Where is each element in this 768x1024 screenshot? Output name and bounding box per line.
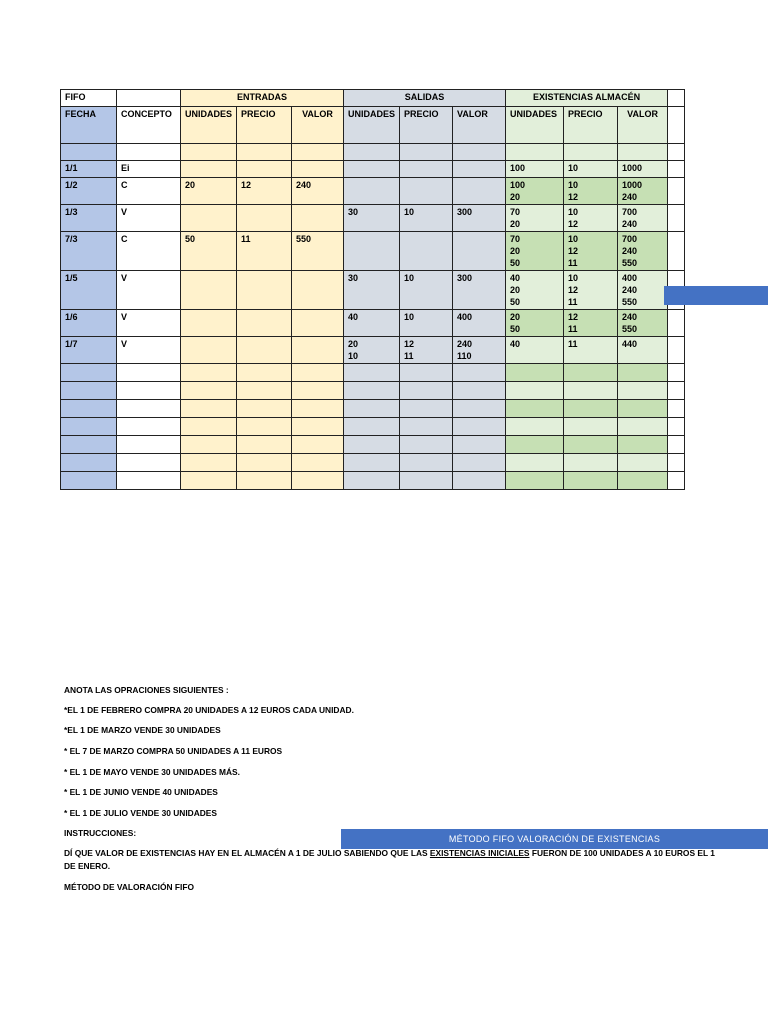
question-line-2: DE ENERO. — [64, 861, 111, 871]
empty-cell[interactable] — [506, 400, 564, 418]
empty-cell[interactable] — [237, 454, 292, 472]
empty-cell[interactable] — [292, 454, 344, 472]
cell-value: 70 — [510, 207, 521, 217]
empty-cell[interactable] — [344, 364, 400, 382]
empty-cell[interactable] — [400, 364, 453, 382]
concepto-cell[interactable]: C — [117, 232, 181, 271]
cell-value: 10 — [568, 234, 579, 244]
table-row — [61, 232, 685, 271]
cell-value: 400 — [622, 273, 638, 283]
instrucciones-label: INSTRUCCIONES: — [64, 828, 137, 838]
operation-1: *EL 1 DE FEBRERO COMPRA 20 UNIDADES A 12 EUROS CADA UNIDAD. — [64, 705, 354, 715]
fecha-cell[interactable]: 1/7 — [61, 337, 117, 364]
empty-cell[interactable] — [117, 436, 181, 454]
empty-cell[interactable] — [237, 436, 292, 454]
empty-cell[interactable] — [400, 454, 453, 472]
fifo-label[interactable]: FIFO — [61, 90, 117, 107]
cell-value: 20 — [510, 246, 521, 256]
concepto-header[interactable]: CONCEPTO — [117, 107, 181, 144]
operation-6: * EL 1 DE JULIO VENDE 30 UNIDADES — [64, 808, 217, 818]
question-part-2: FUERON DE 100 UNIDADES A 10 EUROS EL 1 — [529, 848, 715, 858]
empty-row — [61, 472, 685, 490]
concepto-cell[interactable]: C — [117, 178, 181, 205]
existencias-valor-cell[interactable] — [618, 271, 668, 310]
cell-value: 300 — [457, 273, 473, 283]
extra-cell[interactable] — [668, 436, 685, 454]
extra-cell[interactable] — [668, 178, 685, 205]
concepto-cell[interactable]: Ei — [117, 161, 181, 178]
entradas-unidades-cell[interactable] — [181, 310, 237, 337]
existencias-header[interactable]: EXISTENCIAS ALMACÉN — [506, 90, 668, 107]
extra-cell[interactable] — [668, 144, 685, 161]
cell[interactable] — [117, 144, 181, 161]
table-row — [61, 161, 685, 178]
entradas-unidades-cell[interactable] — [181, 205, 237, 232]
cell-value: 550 — [296, 234, 312, 244]
empty-cell[interactable] — [506, 454, 564, 472]
existencias-unidades-cell[interactable] — [506, 271, 564, 310]
empty-cell[interactable] — [181, 454, 237, 472]
question-line-1 — [64, 847, 714, 859]
existencias-unidades-cell[interactable] — [506, 232, 564, 271]
extra-cell[interactable] — [668, 90, 685, 107]
empty-cell[interactable] — [292, 436, 344, 454]
cell-value: 20 — [510, 219, 521, 229]
entradas-precio-cell[interactable] — [237, 205, 292, 232]
empty-cell[interactable] — [61, 382, 117, 400]
fifo-table — [60, 89, 685, 490]
existencias-precio-cell[interactable] — [564, 205, 618, 232]
empty-cell[interactable] — [237, 418, 292, 436]
cell-value: 50 — [185, 234, 196, 244]
empty-cell[interactable] — [61, 436, 117, 454]
cell-value: 1000 — [622, 180, 643, 190]
empty-cell[interactable] — [618, 400, 668, 418]
existencias-precio-cell[interactable] — [564, 271, 618, 310]
cell-value: 50 — [510, 297, 521, 307]
cell[interactable] — [506, 144, 564, 161]
cell[interactable] — [400, 144, 453, 161]
cell-value: 700 — [622, 207, 638, 217]
cell-value: 240 — [457, 339, 473, 349]
cell-value: 1000 — [622, 163, 643, 173]
cell-value: 12 — [241, 180, 252, 190]
entradas-valor-header[interactable]: VALOR — [292, 107, 344, 144]
empty-cell[interactable] — [564, 418, 618, 436]
cell-value: 550 — [622, 297, 638, 307]
cell-value: 10 — [348, 351, 359, 361]
cell[interactable] — [453, 144, 506, 161]
existencias-valor-header[interactable]: VALOR — [618, 107, 668, 144]
cell[interactable] — [618, 144, 668, 161]
existencias-valor-cell[interactable] — [618, 310, 668, 337]
entradas-valor-cell[interactable] — [292, 337, 344, 364]
entradas-unidades-cell[interactable] — [181, 161, 237, 178]
entradas-precio-cell[interactable] — [237, 310, 292, 337]
existencias-precio-cell[interactable] — [564, 337, 618, 364]
salidas-valor-cell[interactable] — [453, 161, 506, 178]
cell-value: 40 — [348, 312, 359, 322]
empty-cell[interactable] — [292, 382, 344, 400]
existencias-unidades-cell[interactable] — [506, 178, 564, 205]
empty-cell[interactable] — [117, 382, 181, 400]
salidas-unidades-cell[interactable] — [344, 178, 400, 205]
empty-cell[interactable] — [344, 436, 400, 454]
entradas-precio-header[interactable]: PRECIO — [237, 107, 292, 144]
cell-value: 100 — [510, 163, 526, 173]
salidas-precio-cell[interactable] — [400, 310, 453, 337]
entradas-precio-cell[interactable] — [237, 161, 292, 178]
cell-value: 10 — [404, 312, 415, 322]
empty-cell[interactable] — [344, 400, 400, 418]
empty-cell[interactable] — [117, 400, 181, 418]
cell[interactable] — [181, 144, 237, 161]
empty-row — [61, 454, 685, 472]
salidas-valor-cell[interactable] — [453, 271, 506, 310]
salidas-precio-cell[interactable] — [400, 337, 453, 364]
existencias-precio-cell[interactable] — [564, 178, 618, 205]
empty-cell[interactable] — [237, 400, 292, 418]
cell-value: 700 — [622, 234, 638, 244]
existencias-valor-cell[interactable] — [618, 232, 668, 271]
empty-cell[interactable] — [61, 418, 117, 436]
cell-value: 11 — [568, 324, 578, 334]
salidas-unidades-cell[interactable] — [344, 337, 400, 364]
empty-cell[interactable] — [181, 400, 237, 418]
empty-cell[interactable] — [181, 418, 237, 436]
existencias-valor-cell[interactable] — [618, 178, 668, 205]
empty-cell[interactable] — [564, 382, 618, 400]
empty-cell[interactable] — [292, 472, 344, 490]
cell[interactable] — [292, 144, 344, 161]
cell-value: 20 — [510, 312, 521, 322]
cell-value: 300 — [457, 207, 473, 217]
salidas-valor-cell[interactable] — [453, 178, 506, 205]
cell-value: 11 — [241, 234, 251, 244]
empty-cell[interactable] — [344, 382, 400, 400]
salidas-unidades-cell[interactable] — [344, 205, 400, 232]
empty-cell[interactable] — [181, 364, 237, 382]
salidas-valor-cell[interactable] — [453, 205, 506, 232]
cell-value: 240 — [622, 246, 638, 256]
entradas-valor-cell[interactable] — [292, 205, 344, 232]
header-row — [61, 90, 685, 107]
cell-value: 11 — [568, 297, 578, 307]
empty-row — [61, 400, 685, 418]
existencias-precio-header[interactable]: PRECIO — [564, 107, 618, 144]
entradas-unidades-cell[interactable] — [181, 178, 237, 205]
empty-cell[interactable] — [117, 364, 181, 382]
empty-cell[interactable] — [618, 472, 668, 490]
cell-value: 40 — [510, 273, 521, 283]
cell-value: 20 — [348, 339, 359, 349]
table-row — [61, 271, 685, 310]
cell-value: 400 — [457, 312, 473, 322]
existencias-unidades-cell[interactable] — [506, 205, 564, 232]
salidas-valor-header[interactable]: VALOR — [453, 107, 506, 144]
instructions-heading: ANOTA LAS OPRACIONES SIGUIENTES : — [64, 685, 229, 695]
operation-3: * EL 7 DE MARZO COMPRA 50 UNIDADES A 11 EUROS — [64, 746, 283, 756]
cell[interactable] — [61, 144, 117, 161]
salidas-unidades-cell[interactable] — [344, 161, 400, 178]
extra-cell[interactable] — [668, 454, 685, 472]
subheader-row — [61, 107, 685, 144]
empty-cell[interactable] — [564, 454, 618, 472]
cell-value: 20 — [510, 285, 521, 295]
cell-value: 240 — [622, 312, 638, 322]
salidas-precio-cell[interactable] — [400, 161, 453, 178]
fecha-cell[interactable]: 1/2 — [61, 178, 117, 205]
empty-cell[interactable] — [618, 454, 668, 472]
entradas-precio-cell[interactable] — [237, 337, 292, 364]
cell-value: 40 — [510, 339, 521, 349]
cell-value: 50 — [510, 324, 521, 334]
cell-value: 10 — [404, 207, 415, 217]
existencias-precio-cell[interactable] — [564, 310, 618, 337]
empty-cell[interactable] — [506, 436, 564, 454]
cell[interactable] — [237, 144, 292, 161]
cell-value: 30 — [348, 207, 359, 217]
table-row — [61, 178, 685, 205]
empty-row — [61, 436, 685, 454]
concepto-cell[interactable]: V — [117, 205, 181, 232]
salidas-header[interactable]: SALIDAS — [344, 90, 506, 107]
extra-cell[interactable] — [668, 205, 685, 232]
empty-cell[interactable] — [344, 454, 400, 472]
method-label: MÉTODO DE VALORACIÓN FIFO — [64, 882, 194, 892]
entradas-header[interactable]: ENTRADAS — [181, 90, 344, 107]
cell-value: 11 — [404, 351, 414, 361]
cell-value: 20 — [185, 180, 196, 190]
entradas-valor-cell[interactable] — [292, 271, 344, 310]
cell-value: 12 — [568, 219, 579, 229]
side-bar-fragment — [664, 286, 768, 305]
entradas-valor-cell[interactable] — [292, 178, 344, 205]
operation-5: * EL 1 DE JUNIO VENDE 40 UNIDADES — [64, 787, 218, 797]
cell-value: 12 — [568, 312, 579, 322]
existencias-unidades-cell[interactable] — [506, 310, 564, 337]
empty-row — [61, 418, 685, 436]
existencias-unidades-header[interactable]: UNIDADES — [506, 107, 564, 144]
cell[interactable] — [344, 144, 400, 161]
entradas-valor-cell[interactable] — [292, 310, 344, 337]
concepto-cell[interactable]: V — [117, 337, 181, 364]
salidas-unidades-cell[interactable] — [344, 310, 400, 337]
empty-cell[interactable] — [61, 400, 117, 418]
cell-value: 240 — [622, 285, 638, 295]
fecha-cell[interactable]: 1/1 — [61, 161, 117, 178]
cell-value: 100 — [510, 180, 526, 190]
cell-value: 20 — [510, 192, 521, 202]
extra-cell[interactable] — [668, 232, 685, 271]
empty-cell[interactable] — [181, 382, 237, 400]
cell-value: 10 — [568, 180, 579, 190]
cell-value: 550 — [622, 258, 638, 268]
salidas-unidades-header[interactable]: UNIDADES — [344, 107, 400, 144]
fecha-cell[interactable]: 7/3 — [61, 232, 117, 271]
empty-cell[interactable] — [344, 418, 400, 436]
empty-cell[interactable] — [618, 382, 668, 400]
empty-cell[interactable] — [453, 472, 506, 490]
extra-cell[interactable] — [668, 364, 685, 382]
cell-value: 240 — [622, 192, 638, 202]
empty-cell[interactable] — [453, 364, 506, 382]
cell-value: 12 — [568, 246, 579, 256]
salidas-precio-cell[interactable] — [400, 205, 453, 232]
cell-value: 11 — [568, 339, 578, 349]
operation-4: * EL 1 DE MAYO VENDE 30 UNIDADES MÁS. — [64, 767, 240, 777]
empty-cell[interactable] — [61, 364, 117, 382]
empty-cell[interactable] — [400, 400, 453, 418]
existencias-precio-cell[interactable] — [564, 232, 618, 271]
entradas-unidades-cell[interactable] — [181, 271, 237, 310]
cell-value: 240 — [622, 219, 638, 229]
cell-value: 12 — [568, 192, 579, 202]
cell-value: 70 — [510, 234, 521, 244]
existencias-valor-cell[interactable] — [618, 337, 668, 364]
empty-cell[interactable] — [400, 472, 453, 490]
cell-value: 12 — [568, 285, 579, 295]
empty-row — [61, 364, 685, 382]
empty-cell[interactable] — [400, 382, 453, 400]
salidas-unidades-cell[interactable] — [344, 232, 400, 271]
empty-cell[interactable] — [453, 400, 506, 418]
cell-value: 110 — [457, 351, 472, 361]
empty-cell[interactable] — [453, 418, 506, 436]
entradas-unidades-cell[interactable] — [181, 232, 237, 271]
table-row — [61, 337, 685, 364]
title-bar: MÉTODO FIFO VALORACIÓN DE EXISTENCIAS — [341, 829, 768, 849]
spacer-row — [61, 144, 685, 161]
salidas-valor-cell[interactable] — [453, 310, 506, 337]
salidas-unidades-cell[interactable] — [344, 271, 400, 310]
empty-cell[interactable] — [117, 418, 181, 436]
extra-cell[interactable] — [668, 161, 685, 178]
empty-cell[interactable] — [564, 400, 618, 418]
empty-cell[interactable] — [506, 472, 564, 490]
empty-cell[interactable] — [117, 472, 181, 490]
empty-cell[interactable] — [564, 472, 618, 490]
cell-value: 240 — [296, 180, 312, 190]
empty-cell[interactable] — [292, 400, 344, 418]
empty-cell[interactable] — [453, 382, 506, 400]
fecha-cell[interactable]: 1/3 — [61, 205, 117, 232]
table-row — [61, 205, 685, 232]
extra-cell[interactable] — [668, 310, 685, 337]
extra-cell[interactable] — [668, 107, 685, 144]
empty-cell[interactable] — [61, 454, 117, 472]
extra-cell[interactable] — [668, 337, 685, 364]
existencias-unidades-cell[interactable] — [506, 337, 564, 364]
salidas-valor-cell[interactable] — [453, 337, 506, 364]
entradas-unidades-header[interactable]: UNIDADES — [181, 107, 237, 144]
empty-cell[interactable] — [506, 364, 564, 382]
existencias-valor-cell[interactable] — [618, 205, 668, 232]
entradas-precio-cell[interactable] — [237, 232, 292, 271]
empty-cell[interactable] — [237, 382, 292, 400]
empty-cell[interactable] — [61, 472, 117, 490]
empty-cell[interactable] — [181, 436, 237, 454]
operation-2: *EL 1 DE MARZO VENDE 30 UNIDADES — [64, 725, 221, 735]
cell[interactable] — [564, 144, 618, 161]
salidas-precio-cell[interactable] — [400, 178, 453, 205]
fecha-header[interactable]: FECHA — [61, 107, 117, 144]
table-row — [61, 310, 685, 337]
empty-cell[interactable] — [181, 472, 237, 490]
salidas-valor-cell[interactable] — [453, 232, 506, 271]
cell-value: 30 — [348, 273, 359, 283]
empty-cell[interactable] — [237, 472, 292, 490]
extra-cell[interactable] — [668, 472, 685, 490]
empty-cell[interactable] — [564, 364, 618, 382]
cell-value: 10 — [568, 163, 579, 173]
cell-value: 10 — [568, 207, 579, 217]
fecha-cell[interactable]: 1/5 — [61, 271, 117, 310]
empty-cell[interactable] — [618, 364, 668, 382]
empty-cell[interactable] — [564, 436, 618, 454]
empty-cell[interactable] — [344, 472, 400, 490]
empty-header-cell[interactable] — [117, 90, 181, 107]
empty-cell[interactable] — [117, 454, 181, 472]
cell-value: 11 — [568, 258, 578, 268]
cell-value: 50 — [510, 258, 521, 268]
cell-value: 550 — [622, 324, 638, 334]
entradas-precio-cell[interactable] — [237, 271, 292, 310]
extra-cell[interactable] — [668, 382, 685, 400]
empty-cell[interactable] — [400, 418, 453, 436]
salidas-precio-cell[interactable] — [400, 232, 453, 271]
entradas-valor-cell[interactable] — [292, 232, 344, 271]
cell-value: 440 — [622, 339, 638, 349]
empty-cell[interactable] — [453, 436, 506, 454]
cell-value: 10 — [404, 273, 415, 283]
empty-cell[interactable] — [618, 436, 668, 454]
salidas-precio-cell[interactable] — [400, 271, 453, 310]
entradas-valor-cell[interactable] — [292, 161, 344, 178]
empty-cell[interactable] — [292, 418, 344, 436]
fecha-cell[interactable]: 1/6 — [61, 310, 117, 337]
cell-value: 10 — [568, 273, 579, 283]
concepto-cell[interactable]: V — [117, 310, 181, 337]
empty-cell[interactable] — [506, 382, 564, 400]
existencias-iniciales-text: EXISTENCIAS INICIALES — [429, 848, 530, 858]
empty-cell[interactable] — [400, 436, 453, 454]
entradas-precio-cell[interactable] — [237, 178, 292, 205]
question-part-1: DÍ QUE VALOR DE EXISTENCIAS HAY EN EL ALMACÉN A 1 DE JULIO SABIENDO QUE LAS — [64, 848, 430, 858]
empty-cell[interactable] — [618, 418, 668, 436]
entradas-unidades-cell[interactable] — [181, 337, 237, 364]
empty-cell[interactable] — [506, 418, 564, 436]
cell-value: 12 — [404, 339, 415, 349]
existencias-precio-cell[interactable] — [564, 161, 618, 178]
empty-cell[interactable] — [292, 364, 344, 382]
salidas-precio-header[interactable]: PRECIO — [400, 107, 453, 144]
existencias-valor-cell[interactable] — [618, 161, 668, 178]
empty-cell[interactable] — [237, 364, 292, 382]
empty-cell[interactable] — [453, 454, 506, 472]
empty-row — [61, 382, 685, 400]
concepto-cell[interactable]: V — [117, 271, 181, 310]
extra-cell[interactable] — [668, 418, 685, 436]
extra-cell[interactable] — [668, 400, 685, 418]
existencias-unidades-cell[interactable] — [506, 161, 564, 178]
